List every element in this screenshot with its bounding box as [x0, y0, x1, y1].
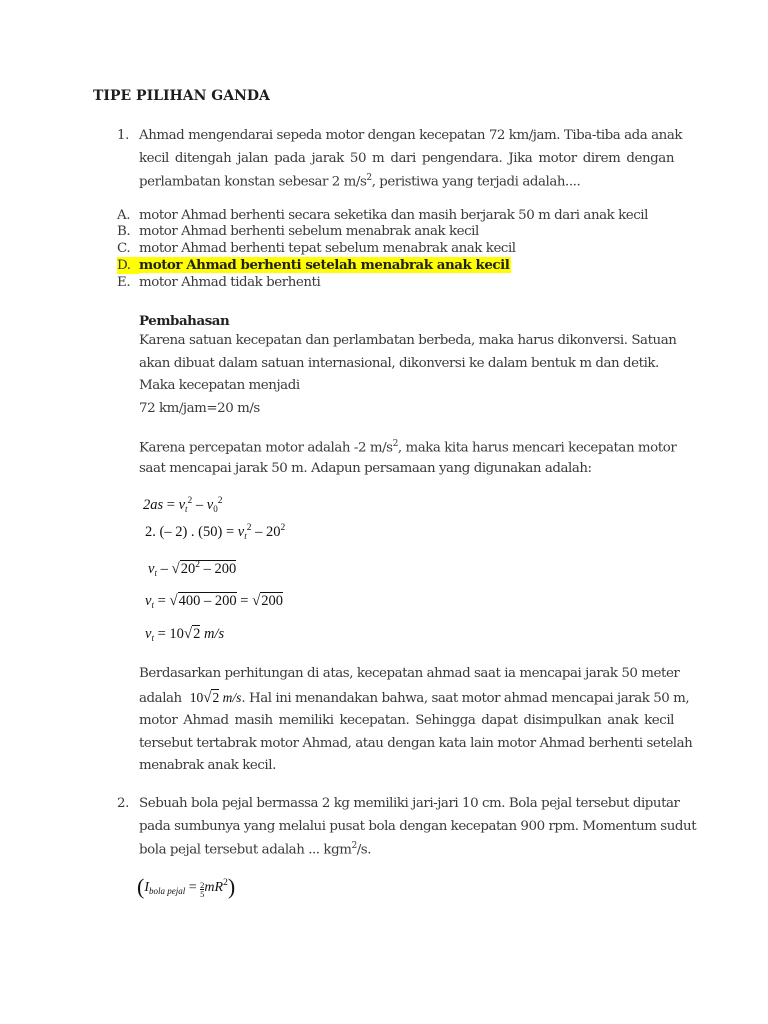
- option-c: C. motor Ahmad berhenti tepat sebelum menabrak anak kecil: [117, 241, 516, 256]
- equation-1: $2as = v_t^2 - v_0^2$: [143, 496, 223, 514]
- question-2-line-3: bola pejal tersebut adalah ... kgm$^2$/s.: [139, 841, 372, 858]
- question-1-line-1: Ahmad mengendarai sepeda motor dengan kecepatan 72 km/jam. Tiba-tiba ada anak: [139, 128, 683, 143]
- question-1-line-2: kecil ditengah jalan pada jarak 50 m dari pengendara. Jika motor direm dengan: [139, 151, 674, 166]
- equation-4: $v_t = √400 - 200 = √200$: [145, 593, 284, 610]
- conclusion-line-4: tersebut tertabrak motor Ahmad, atau dengan kata lain motor Ahmad berhenti setelah: [139, 736, 693, 751]
- discussion-line-2: akan dibuat dalam satuan internasional, dikonversi ke dalam bentuk m dan detik.: [139, 356, 659, 371]
- conclusion-line-1: Berdasarkan perhitungan di atas, kecepatan ahmad saat ia mencapai jarak 50 meter: [139, 666, 680, 681]
- inline-velocity: 10√2 m/s: [189, 690, 242, 706]
- option-b: B. motor Ahmad berhenti sebelum menabrak anak kecil: [117, 224, 479, 239]
- equation-3: $v_t - √20^2 - 200$: [148, 560, 237, 578]
- question-1-number: 1.: [117, 128, 129, 143]
- equation-2: 2. (– 2) . $(50) = v_t^2 - 20^2$: [145, 523, 286, 541]
- section-heading: TIPE PILIHAN GANDA: [93, 88, 270, 104]
- conclusion-line-5: menabrak anak kecil.: [139, 758, 276, 773]
- discussion-line-5: Karena percepatan motor adalah -2 $m/s^2$, maka kita harus mencari kecepatan motor: [139, 439, 677, 456]
- question-2-line-2: pada sumbunya yang melalui pusat bola dengan kecepatan 900 rpm. Momentum sudut: [139, 819, 697, 834]
- conclusion-line-2: adalah 10√2 m/s . Hal ini menandakan bahwa, saat motor ahmad mencapai jarak 50 m,: [139, 690, 690, 706]
- option-d-correct-answer: D. motor Ahmad berhenti setelah menabrak anak kecil: [117, 257, 510, 273]
- discussion-title: Pembahasan: [139, 313, 230, 329]
- equation-5: $v_t = 10√2$ m/s: [145, 626, 225, 643]
- discussion-line-3: Maka kecepatan menjadi: [139, 378, 300, 393]
- conclusion-line-3: motor Ahmad masih memiliki kecepatan. Sehingga dapat disimpulkan anak kecil: [139, 713, 674, 728]
- question-2-line-1: Sebuah bola pejal bermassa 2 kg memiliki jari-jari 10 cm. Bola pejal tersebut diputar: [139, 796, 680, 811]
- discussion-line-4: 72 km/jam=20 m/s: [139, 401, 260, 416]
- question-1-line-3: perlambatan konstan sebesar 2 $m/s^2$, peristiwa yang terjadi adalah....: [139, 173, 581, 190]
- discussion-line-6: saat mencapai jarak 50 m. Adapun persamaan yang digunakan adalah:: [139, 461, 592, 476]
- discussion-line-1: Karena satuan kecepatan dan perlambatan berbeda, maka harus dikonversi. Satuan: [139, 333, 677, 348]
- option-e: E. motor Ahmad tidak berhenti: [117, 275, 321, 290]
- option-a: A. motor Ahmad berhenti secara seketika dan masih berjarak 50 m dari anak kecil: [117, 208, 648, 223]
- question-2-number: 2.: [117, 796, 129, 811]
- inertia-formula: ($I_{bola pejal}$ = $\frac{2}{5}$ $mR^2$): [137, 874, 236, 899]
